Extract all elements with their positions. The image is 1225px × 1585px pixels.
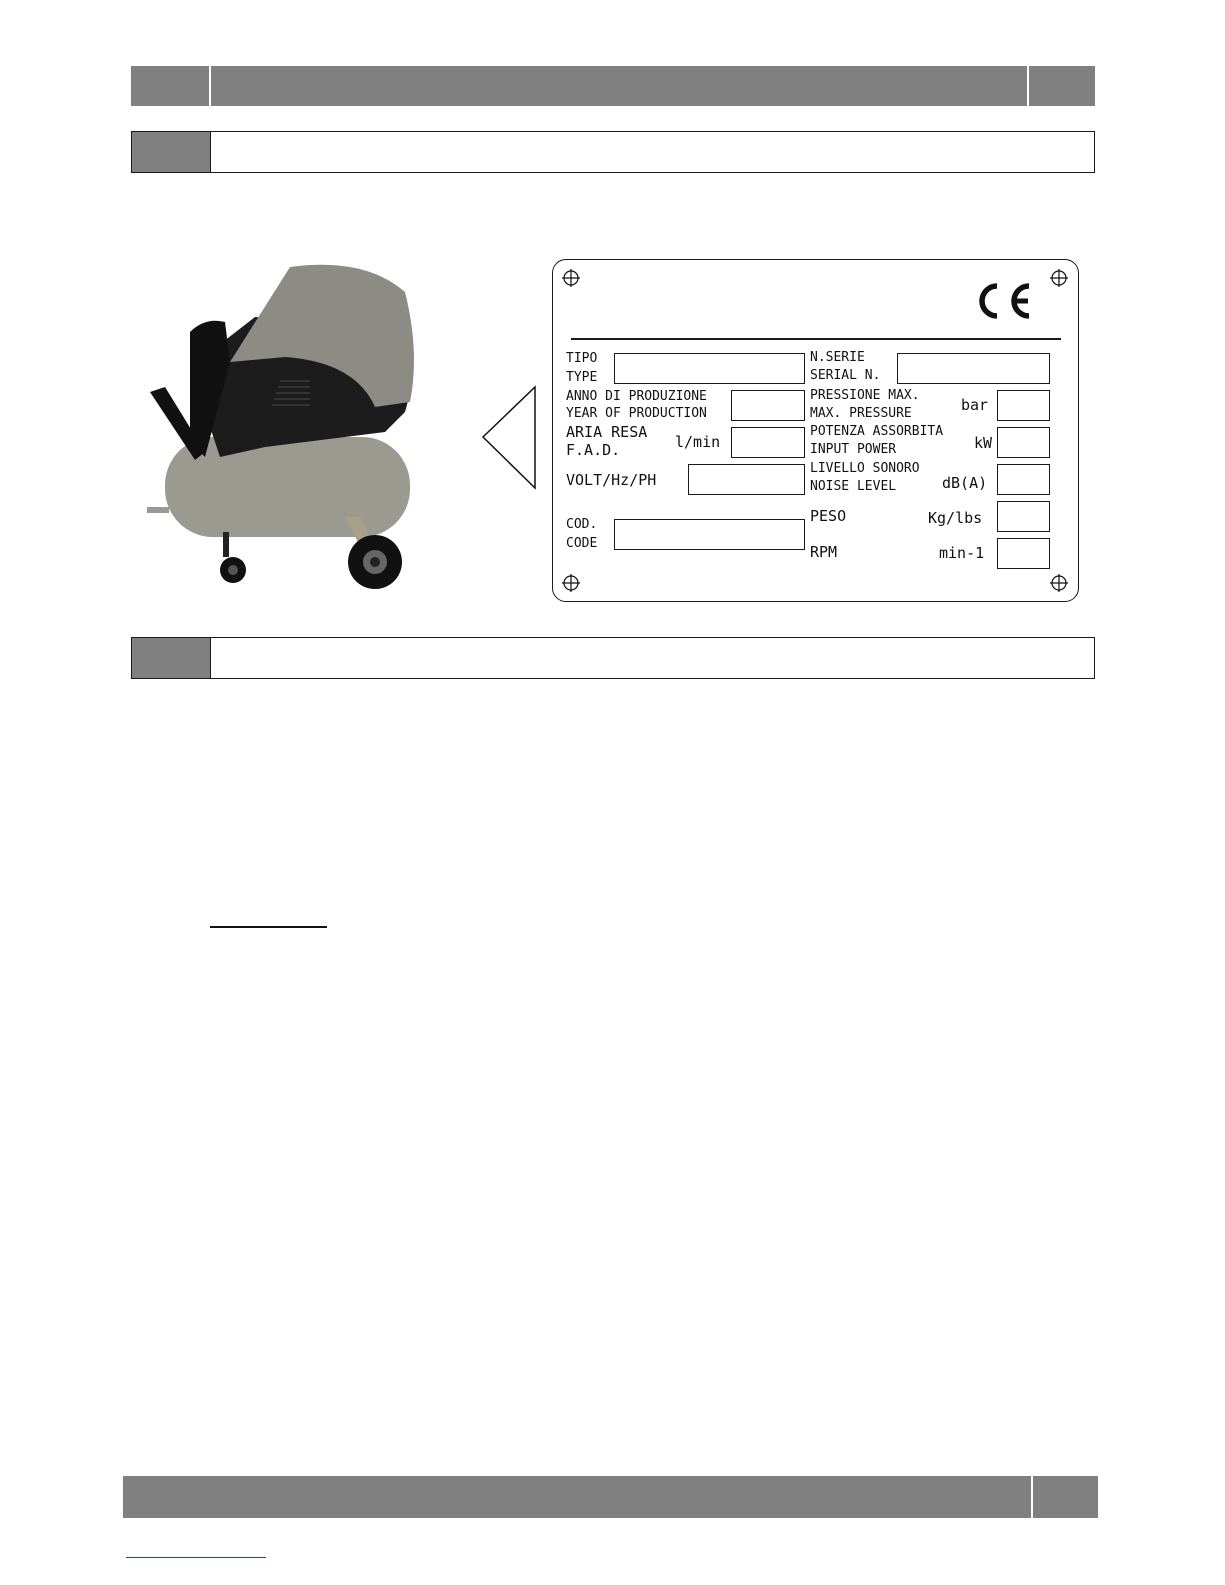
- screw-hole-icon: [1050, 574, 1068, 592]
- code-label-it: COD.: [566, 517, 598, 532]
- pressure-unit: bar: [961, 396, 989, 414]
- type-label-it: TIPO: [566, 351, 598, 366]
- type-value-box: [614, 353, 805, 384]
- section-number-cell: [132, 132, 211, 172]
- serial-value-box: [897, 353, 1050, 384]
- volt-value-box: [688, 464, 805, 495]
- footer-link-underline[interactable]: [126, 1557, 266, 1558]
- volt-label: VOLT/Hz/PH: [566, 471, 657, 489]
- screw-hole-icon: [562, 574, 580, 592]
- weight-value-box: [997, 501, 1050, 532]
- power-unit: kW: [974, 434, 993, 452]
- power-label-en: INPUT POWER: [810, 442, 897, 457]
- header-divider-left: [209, 66, 211, 106]
- footer-divider: [1031, 1476, 1033, 1518]
- noise-value-box: [997, 464, 1050, 495]
- fad-label-it: ARIA RESA: [566, 423, 648, 441]
- power-label-it: POTENZA ASSORBITA: [810, 424, 944, 439]
- pressure-label-en: MAX. PRESSURE: [810, 406, 912, 421]
- rpm-unit: min-1: [939, 544, 985, 562]
- year-value-box: [731, 390, 805, 421]
- serial-label-it: N.SERIE: [810, 350, 865, 365]
- noise-label-en: NOISE LEVEL: [810, 479, 897, 494]
- pointer-triangle-icon: [480, 385, 540, 490]
- air-compressor-illustration: [135, 262, 435, 592]
- code-value-box: [614, 519, 805, 550]
- year-label-en: YEAR OF PRODUCTION: [566, 406, 707, 421]
- page-footer-bar: [123, 1476, 1098, 1518]
- page-header-bar: [131, 66, 1095, 106]
- fad-label-en: F.A.D.: [566, 441, 621, 459]
- serial-label-en: SERIAL N.: [810, 368, 881, 383]
- noise-label-it: LIVELLO SONORO: [810, 461, 920, 476]
- type-label-en: TYPE: [566, 370, 598, 385]
- pressure-label-it: PRESSIONE MAX.: [810, 388, 920, 403]
- rpm-label: RPM: [810, 543, 838, 561]
- screw-hole-icon: [562, 269, 580, 287]
- power-value-box: [997, 427, 1050, 458]
- section-heading-2: [131, 637, 1095, 679]
- section-heading-1: [131, 131, 1095, 173]
- rpm-value-box: [997, 538, 1050, 569]
- weight-label: PESO: [810, 507, 847, 525]
- rating-plate: [552, 259, 1079, 602]
- section-number-cell: [132, 638, 211, 678]
- code-label-en: CODE: [566, 536, 598, 551]
- header-divider-right: [1027, 66, 1029, 106]
- plate-divider-line: [571, 338, 1061, 340]
- underline-rule: [210, 926, 327, 928]
- fad-value-box: [731, 427, 805, 458]
- noise-unit: dB(A): [942, 474, 988, 492]
- weight-unit: Kg/lbs: [928, 509, 983, 527]
- screw-hole-icon: [1050, 269, 1068, 287]
- year-label-it: ANNO DI PRODUZIONE: [566, 389, 707, 404]
- pressure-value-box: [997, 390, 1050, 421]
- ce-mark-logo: [973, 280, 1035, 322]
- fad-unit: l/min: [675, 433, 721, 451]
